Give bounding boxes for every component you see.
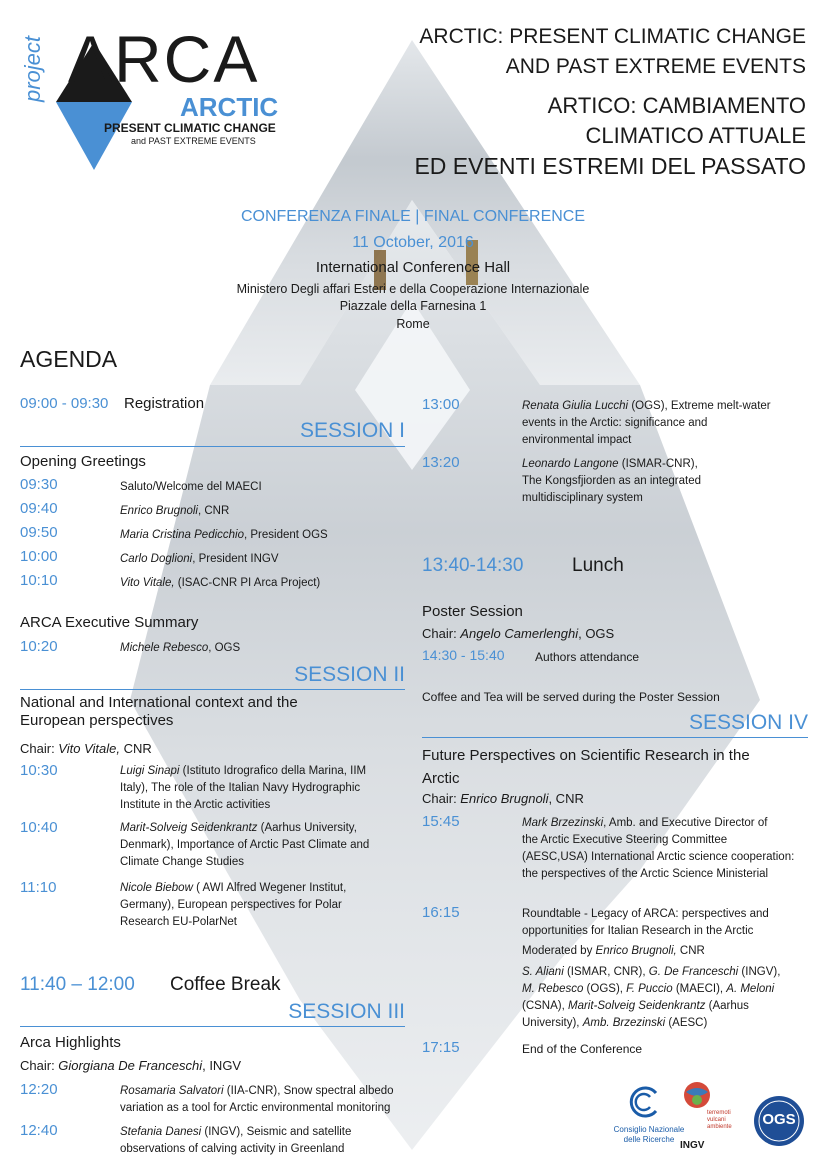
speaker-name: Renata Giulia Lucchi [522,400,629,412]
title-en-line-1: ARCTIC: PRESENT CLIMATIC CHANGE [419,25,806,48]
conference-city: Rome [396,317,430,331]
logo-arctic-text [180,94,278,120]
roundtable [522,906,817,1032]
item-name: Enrico Brugnoli [120,505,198,517]
title-english [419,22,806,82]
speaker-name: Marit-Solveig Seidenkrantz [120,822,258,834]
talk-line: , Amb. and Executive Director of [603,817,768,829]
item-detail: (ISAC-CNR PI Arca Project) [174,577,321,589]
session-3-talk-4 [522,456,812,507]
logo-tagline-2: and PAST EXTREME EVENTS [131,136,256,146]
session-1-heading: SESSION I [299,419,405,442]
moderator-name: Enrico Brugnoli, [595,945,677,957]
panelist: M. Rebesco [522,983,584,995]
item-text [120,575,320,592]
item-time: 10:00 [20,548,58,565]
poster-session-chair [422,626,614,641]
list-item [20,548,405,572]
panelist-org: (Aarhus [705,1000,749,1012]
session-2-title-line-1: National and International context and the [20,694,298,711]
session-4-rule [422,737,808,738]
chair-name: Enrico Brugnoli [460,791,549,806]
talk-line: Research EU-PolarNet [120,916,237,928]
talk-line: (AESC,USA) International Arctic science cooperation: [522,851,795,863]
chair-org: , INGV [202,1058,242,1073]
item-detail: , CNR [197,505,230,517]
session-3-rule [20,1026,405,1027]
talk-line: the perspectives of the Arctic Science Ministerial [522,868,769,880]
panelist: Marit-Solveig Seidenkrantz [568,1000,706,1012]
session-2-rule [20,689,405,690]
conference-ministry: Ministero Degli affari Esteri e della Cooperazione Internazionale [236,282,590,296]
session-2-title-line-2: European perspectives [20,712,174,729]
title-en-line-2: AND PAST EXTREME EVENTS [505,55,806,78]
item-detail: , President OGS [244,529,328,541]
talk-line: Denmark), Importance of Arctic Past Climate and [120,839,370,851]
ingv-name: INGV [680,1140,705,1151]
chair-label: Chair: [20,1058,59,1073]
conference-address: Piazzale della Farnesina 1 [339,299,487,313]
registration-label: Registration [124,395,205,412]
chair-label: Chair: [422,626,461,641]
panelist: F. Puccio [626,983,673,995]
panelist: S. Aliani [522,966,564,978]
ingv-tagline-3: ambiente [707,1124,732,1130]
speaker-name: Rosamaria Salvatori [120,1085,224,1097]
opening-list [20,476,405,596]
panelist-org: (CSNA), [522,1000,568,1012]
end-text: End of the Conference [522,1042,643,1056]
talk-line: multidisciplinary system [522,492,643,504]
panelist-org: University), [522,1017,583,1029]
conference-title: CONFERENZA FINALE | FINAL CONFERENCE [240,208,586,225]
talk-line: The Kongsfjiorden as an integrated [522,475,702,487]
title-it-line-3: ED EVENTI ESTREMI DEL PASSATO [414,153,806,179]
coffee-break-time: 11:40 – 12:00 [20,974,135,995]
logo-tagline-1: PRESENT CLIMATIC CHANGE [104,121,276,135]
item-time: 16:15 [422,904,460,921]
item-time: 10:40 [20,819,58,836]
roundtable-label: Roundtable [522,908,581,920]
session-1-rule [20,446,405,447]
roundtable-title: - Legacy of ARCA: perspectives and [580,908,769,920]
session-4-title [422,744,750,790]
end-time: 17:15 [422,1039,460,1056]
panelist-org: (OGS), [583,983,627,995]
moderator-org: CNR [676,945,705,957]
item-time: 13:20 [422,454,460,471]
session-4-title-line-1: Future Perspectives on Scientific Research in the [422,747,750,764]
logo-arca-text: ARCA [68,22,260,96]
panelist-org: (AESC) [665,1017,708,1029]
ingv-globe-icon [682,1080,712,1110]
cnr-emblem-icon [626,1085,660,1119]
title-italian [414,91,806,181]
list-item [20,500,405,524]
talk-line: (INGV), Seismic and satellite [201,1126,352,1138]
ogs-name: OGS [762,1111,796,1128]
ingv-tagline-1: terremoti [707,1110,731,1116]
session-3-title: Arca Highlights [20,1034,121,1051]
session-3-talk-3 [522,398,812,449]
item-name: Carlo Doglioni [120,553,193,565]
talk-line: environmental impact [522,434,632,446]
item-time: 10:30 [20,762,58,779]
item-name: Maria Cristina Pedicchio [120,529,244,541]
panelist-org: (INGV), [738,966,781,978]
session-3-heading: SESSION III [288,1000,405,1023]
chair-name: Giorgiana De Franceschi [58,1058,203,1073]
coffee-note: Coffee and Tea will be served during the Poster Session [422,690,720,704]
talk-line: (ISMAR-CNR), [618,458,698,470]
item-text [120,527,328,544]
session-4-talk-1 [522,815,812,883]
panelist-org: (ISMAR, CNR), [563,966,649,978]
ingv-logo [680,1080,760,1160]
session-2-title [20,694,298,730]
speaker-name: Nicole Biebow [120,882,193,894]
moderated-label: Moderated [522,945,577,957]
title-it-line-1: ARTICO: CAMBIAMENTO [547,93,806,118]
chair-name: Angelo Camerlenghi [460,626,579,641]
panelist-org: (MAECI), [672,983,727,995]
exec-summary-speaker [120,640,240,657]
exec-summary-time: 10:20 [20,638,58,655]
speaker-org: , OGS [208,642,241,654]
session-4-heading: SESSION IV [688,711,808,734]
item-time: 11:10 [20,879,57,896]
poster-session-title: Poster Session [422,603,523,620]
panelist: Amb. Brzezinski [582,1017,666,1029]
item-time: 10:10 [20,572,58,589]
speaker-name: Luigi Sinapi [120,765,180,777]
session-3-talk-1 [120,1083,410,1117]
roundtable-title-2: opportunities for Italian Research in the Arctic [522,925,754,937]
item-text [120,503,229,520]
talk-line: (Istituto Idrografico della Marina, IIM [179,765,367,777]
item-name: Vito Vitale, [120,577,175,589]
talk-line: (Aarhus University, [257,822,357,834]
item-text [120,551,279,568]
session-2-talk-1 [120,763,405,814]
chair-org: CNR [119,741,152,756]
talk-line: observations of calving activity in Greenland [120,1143,345,1155]
talk-line: Institute in the Arctic activities [120,799,271,811]
item-time: 12:20 [20,1081,58,1098]
item-text [120,479,262,496]
ingv-tagline-2: vulcani [707,1117,726,1123]
talk-line: events in the Arctic: significance and [522,417,708,429]
speaker-name: Stefania Danesi [120,1126,202,1138]
session-2-chair [20,741,152,756]
talk-line: ( AWI Alfred Wegener Institut, [192,882,347,894]
cnr-name-line-1: Consiglio Nazionale [613,1125,685,1134]
speaker-name: Mark Brzezinski [522,817,604,829]
registration-time: 09:00 - 09:30 [20,395,109,412]
conference-date: 11 October, 2016 [352,234,474,251]
poster-text: Authors attendance [535,650,640,664]
session-2-talk-3 [120,880,405,931]
chair-label: Chair: [20,741,59,756]
item-time: 09:30 [20,476,58,493]
chair-org: , OGS [578,626,615,641]
panelist: G. De Franceschi [648,966,739,978]
item-detail: Saluto/Welcome del MAECI [120,481,262,493]
speaker-name: Michele Rebesco [120,642,209,654]
opening-greetings-title: Opening Greetings [20,453,146,470]
conference-hall: International Conference Hall [315,259,511,276]
speaker-name: Leonardo Langone [522,458,619,470]
chair-org: , CNR [548,791,584,806]
session-4-title-line-2: Arctic [422,770,460,787]
session-2-heading: SESSION II [294,663,405,686]
ogs-logo [752,1094,806,1148]
list-item [20,476,405,500]
poster-time: 14:30 - 15:40 [422,647,505,663]
talk-line: Germany), European perspectives for Polar [120,899,342,911]
logo-project-text: project [20,35,45,102]
arca-logo [14,18,279,158]
panelist: A. Meloni [726,983,775,995]
item-time: 12:40 [20,1122,58,1139]
ingv-tagline [707,1110,732,1131]
session-4-chair [422,791,584,806]
exec-summary-title: ARCA Executive Summary [20,614,199,631]
moderated-by: by [576,945,596,957]
item-time: 13:00 [422,396,460,413]
list-item [20,572,405,596]
talk-line: variation as a tool for Arctic environmental monitoring [120,1102,391,1114]
cnr-name-line-2: delle Ricerche [623,1135,675,1144]
talk-line: (OGS), Extreme melt-water [628,400,771,412]
coffee-break-label: Coffee Break [170,974,281,995]
talk-line: (IIA-CNR), Snow spectral albedo [223,1085,394,1097]
talk-line: the Arctic Executive Steering Committee [522,834,728,846]
talk-line: Italy), The role of the Italian Navy Hydrographic [120,782,361,794]
list-item [20,524,405,548]
chair-name: Vito Vitale, [58,741,120,756]
item-time: 09:50 [20,524,58,541]
session-3-chair [20,1058,241,1073]
logo-arctic-text: ARCTIC [180,92,279,122]
item-time: 15:45 [422,813,460,830]
lunch-label: Lunch [572,555,624,576]
agenda-title: AGENDA [20,346,118,372]
session-3-talk-2 [120,1124,410,1158]
item-detail: , President INGV [192,553,279,565]
title-it-line-2: CLIMATICO ATTUALE [585,123,806,148]
chair-label: Chair: [422,791,461,806]
lunch-time: 13:40-14:30 [422,555,524,576]
talk-line: Climate Change Studies [120,856,245,868]
item-time: 09:40 [20,500,58,517]
session-2-talk-2 [120,820,405,871]
